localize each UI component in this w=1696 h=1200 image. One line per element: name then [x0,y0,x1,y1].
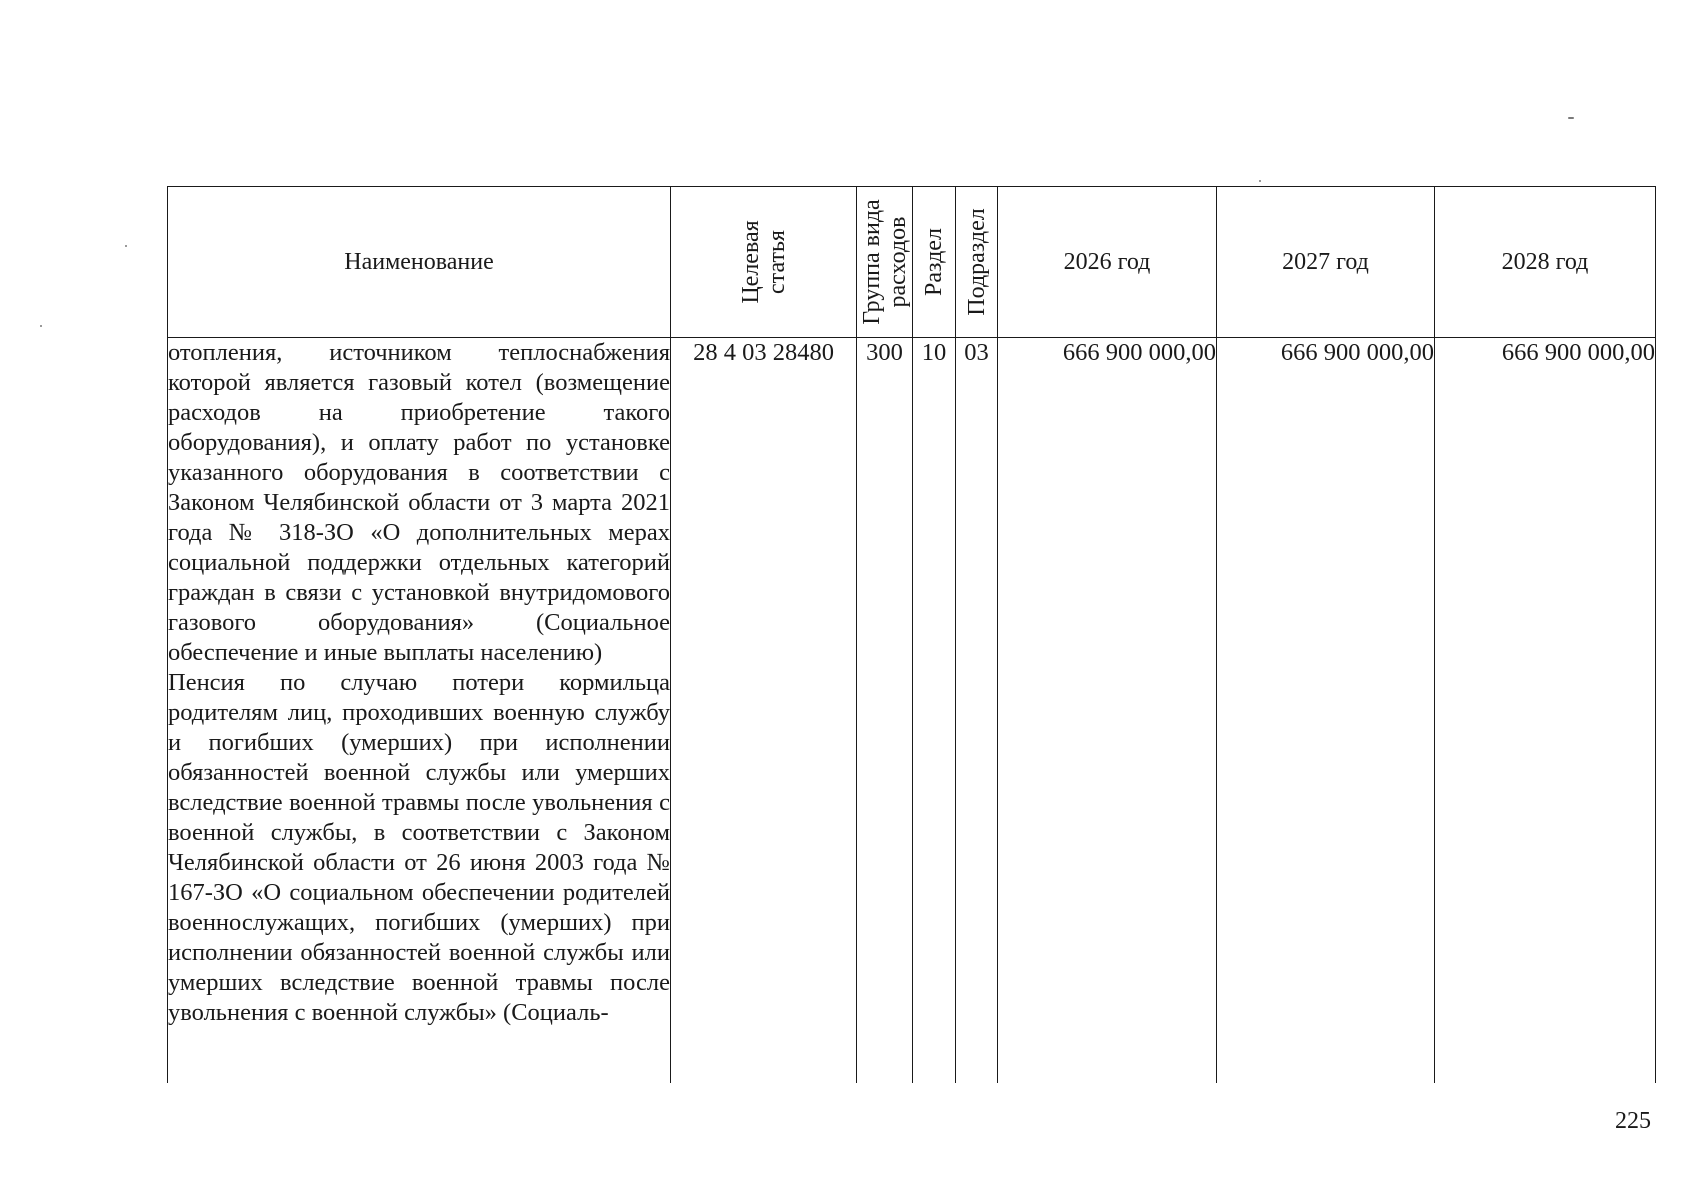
row-name-part1: отопления, источником теплоснабжения которой является газовый котел (возмещение расходов на приобретение такого оборудования), и оплату работ по установке указанного оборудования в соответствии с Законом Челябинской области от 3 марта 2021 года № 318-ЗО «О дополнительных мерах социальной поддержки отдельных категорий граждан в связи с установкой внутридомового газового оборудования» (Социальное обеспечение и иные выплаты населению) [168,339,670,666]
table-row [168,338,1656,1084]
scan-speck [40,325,42,327]
scan-speck [125,245,127,247]
header-target-article [671,187,857,338]
scan-speck [1259,180,1261,182]
cell-amount-2027: 666 900 000,00 [1217,338,1435,1084]
header-name: Наименование [168,187,671,338]
cell-amount-2028: 666 900 000,00 [1435,338,1656,1084]
header-expense-group-line2: расходов [884,216,911,308]
page-number: 225 [1615,1108,1651,1134]
cell-expense-group: 300 [857,338,913,1084]
cell-name [168,338,671,1084]
cell-section: 10 [913,338,956,1084]
header-subsection [956,187,998,338]
header-year-2028: 2028 год [1435,187,1656,338]
header-section [913,187,956,338]
cell-amount-2026: 666 900 000,00 [998,338,1217,1084]
header-expense-group [857,187,913,338]
header-target-article-line2: статья [763,230,790,294]
header-expense-group-line1: Группа вида [858,199,885,325]
header-target-article-line1: Целевая [737,220,764,304]
cell-target-article: 28 4 03 28480 [671,338,857,1084]
row-name-part2: Пенсия по случаю потери кормильца родителям лиц, проходивших военную службу и погибших (умерших) при исполнении обязанностей военной службы или умерших вследствие военной травмы после увольнения с военной службы, в соответствии с Законом Челябинской области от 26 июня 2003 года № 167-ЗО «О социальном обеспечении родителей военнослужащих, погибших (умерших) при исполнении обязанностей военной службы или умерших вследствие военной травмы после увольнения с военной службы» (Социаль- [168,669,670,1026]
header-year-2027: 2027 год [1217,187,1435,338]
header-row [168,187,1656,338]
budget-table-sheet [167,186,1655,1083]
header-subsection-label: Подраздел [963,208,990,316]
scan-speck [1568,117,1574,119]
budget-table [167,186,1656,1083]
cell-subsection: 03 [956,338,998,1084]
header-year-2026: 2026 год [998,187,1217,338]
header-section-label: Раздел [921,228,947,296]
